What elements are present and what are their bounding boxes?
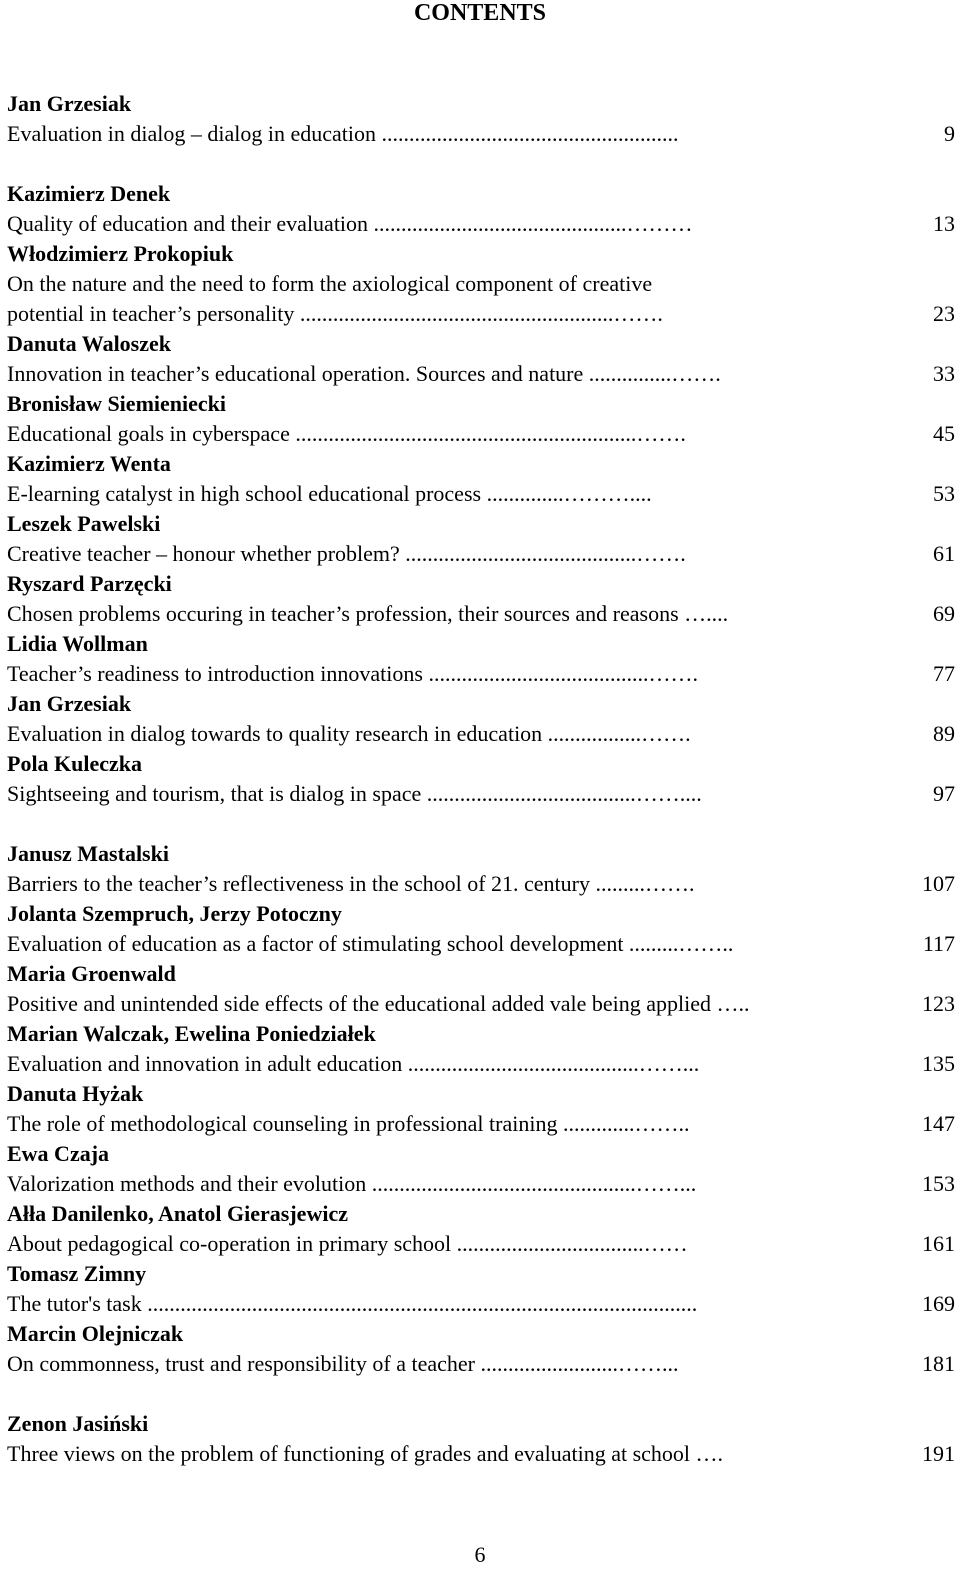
entry-title-row <box>7 719 955 749</box>
entry-title-row <box>7 1289 955 1319</box>
entry-author: Pola Kuleczka <box>7 751 143 776</box>
entry-title: Teacher’s readiness to introduction innovations ........................................……. <box>7 661 698 686</box>
entry-title-row <box>7 209 955 239</box>
entry-page-number: 191 <box>922 1441 955 1466</box>
entry-title-row <box>7 119 955 149</box>
toc-entry <box>7 749 955 809</box>
entry-author: Włodzimierz Prokopiuk <box>7 241 234 266</box>
entry-page-number: 147 <box>922 1111 955 1136</box>
toc-entry <box>7 509 955 569</box>
entry-title-row <box>7 779 955 809</box>
entry-title: Evaluation of education as a factor of stimulating school development .........…….. <box>7 931 734 956</box>
entry-author: Lidia Wollman <box>7 631 148 656</box>
toc-entry <box>7 1079 955 1139</box>
entry-title-row <box>7 539 955 569</box>
entry-title-row <box>7 869 955 899</box>
entry-title-row <box>7 1229 955 1259</box>
entry-title: Three views on the problem of functioning of grades and evaluating at school …. <box>7 1441 724 1466</box>
toc-entry <box>7 1259 955 1319</box>
toc-entry <box>7 1409 955 1469</box>
entry-title-row <box>7 599 955 629</box>
entry-title: On commonness, trust and responsibility of a teacher .........................……... <box>7 1351 679 1376</box>
entry-author: Leszek Pawelski <box>7 511 161 536</box>
entry-page-number: 45 <box>933 421 955 446</box>
entry-page-number: 97 <box>933 781 955 806</box>
entry-author: Maria Groenwald <box>7 961 176 986</box>
entry-title: The role of methodological counseling in professional training .............…….. <box>7 1111 690 1136</box>
entry-page-number: 107 <box>922 871 955 896</box>
entry-title: Educational goals in cyberspace ..............................................................……. <box>7 421 686 446</box>
entry-title: Chosen problems occuring in teacher’s profession, their sources and reasons ….... <box>7 601 729 626</box>
toc-entry <box>7 179 955 239</box>
entry-page-number: 13 <box>933 211 955 236</box>
toc-entry <box>7 629 955 689</box>
entry-title-row <box>7 359 955 389</box>
entry-title-row <box>7 989 955 1019</box>
entry-title: Evaluation in dialog towards to quality research in education .................……. <box>7 721 691 746</box>
entry-author: Kazimierz Denek <box>7 181 171 206</box>
entry-title-row <box>7 1439 955 1469</box>
entry-page-number: 53 <box>933 481 955 506</box>
entry-author: Bronisław Siemieniecki <box>7 391 226 416</box>
entry-title: potential in teacher’s personality .........................................................……. <box>7 301 663 326</box>
toc-entry <box>7 1019 955 1079</box>
entry-title: Evaluation in dialog – dialog in education ...................................................... <box>7 121 679 146</box>
entry-author: Zenon Jasiński <box>7 1411 149 1436</box>
entry-title-row <box>7 1049 955 1079</box>
entry-page-number: 69 <box>933 601 955 626</box>
entry-title: Creative teacher – honour whether problem? ..........................................……. <box>7 541 686 566</box>
entry-title: E-learning catalyst in high school educational process ..............……….... <box>7 481 652 506</box>
entry-page-number: 9 <box>944 121 955 146</box>
entry-page-number: 61 <box>933 541 955 566</box>
entry-page-number: 23 <box>933 301 955 326</box>
entry-title: Barriers to the teacher’s reflectiveness in the school of 21. century .........……. <box>7 871 695 896</box>
toc-entry <box>7 689 955 749</box>
entry-author: Ewa Czaja <box>7 1141 110 1166</box>
entry-author: Jolanta Szempruch, Jerzy Potoczny <box>7 901 342 926</box>
toc-entry <box>7 449 955 509</box>
entry-page-number: 89 <box>933 721 955 746</box>
entry-title-row <box>7 1349 955 1379</box>
toc-entry <box>7 839 955 899</box>
entry-title-row <box>7 1109 955 1139</box>
toc-entry <box>7 1319 955 1379</box>
entry-title-line: On the nature and the need to form the axiological component of creative <box>7 271 653 296</box>
entry-page-number: 77 <box>933 661 955 686</box>
entry-title-row <box>7 419 955 449</box>
entry-author: Marian Walczak, Ewelina Poniedziałek <box>7 1021 376 1046</box>
entry-title: Sightseeing and tourism, that is dialog in space ......................................…….... <box>7 781 702 806</box>
entry-author: Ałła Danilenko, Anatol Gierasjewicz <box>7 1201 348 1226</box>
toc-entry <box>7 389 955 449</box>
page-title: CONTENTS <box>413 0 547 26</box>
entry-page-number: 117 <box>922 931 955 956</box>
entry-title-row <box>7 299 955 329</box>
entry-page-number: 169 <box>922 1291 955 1316</box>
entry-author: Janusz Mastalski <box>7 841 169 866</box>
entry-page-number: 33 <box>933 361 955 386</box>
toc-entry <box>7 899 955 959</box>
entry-author: Jan Grzesiak <box>7 91 132 116</box>
toc-entry <box>7 239 955 329</box>
entry-author: Marcin Olejniczak <box>7 1321 184 1346</box>
entry-title-row <box>7 659 955 689</box>
toc-entry <box>7 89 955 149</box>
page-number: 6 <box>474 1542 486 1567</box>
entry-title: About pedagogical co-operation in primary school ..................................…… <box>7 1231 688 1256</box>
entry-author: Kazimierz Wenta <box>7 451 171 476</box>
entry-title: Positive and unintended side effects of the educational added vale being applied ….. <box>7 991 750 1016</box>
entry-page-number: 181 <box>922 1351 955 1376</box>
entry-page-number: 161 <box>922 1231 955 1256</box>
toc-entry <box>7 569 955 629</box>
entry-title: Valorization methods and their evolution ................................................……... <box>7 1171 697 1196</box>
entry-title: Quality of education and their evaluation ..............................................……… <box>7 211 693 236</box>
entry-author: Tomasz Zimny <box>7 1261 147 1286</box>
entry-title: The tutor's task .................................................................................................... <box>7 1291 698 1316</box>
entry-page-number: 123 <box>922 991 955 1016</box>
entry-title: Evaluation and innovation in adult education ..........................................……... <box>7 1051 700 1076</box>
toc-entry <box>7 1199 955 1259</box>
entry-author: Ryszard Parzęcki <box>7 571 172 596</box>
entry-title-row <box>7 929 955 959</box>
toc-entry <box>7 959 955 1019</box>
entry-title-row <box>7 479 955 509</box>
toc-entry <box>7 1139 955 1199</box>
entry-page-number: 153 <box>922 1171 955 1196</box>
entry-title: Innovation in teacher’s educational operation. Sources and nature ...............……. <box>7 361 721 386</box>
contents-list <box>7 89 955 1469</box>
entry-page-number: 135 <box>922 1051 955 1076</box>
entry-title-row <box>7 1169 955 1199</box>
entry-author: Danuta Waloszek <box>7 331 172 356</box>
toc-entry <box>7 329 955 389</box>
entry-author: Danuta Hyżak <box>7 1081 144 1106</box>
entry-author: Jan Grzesiak <box>7 691 132 716</box>
